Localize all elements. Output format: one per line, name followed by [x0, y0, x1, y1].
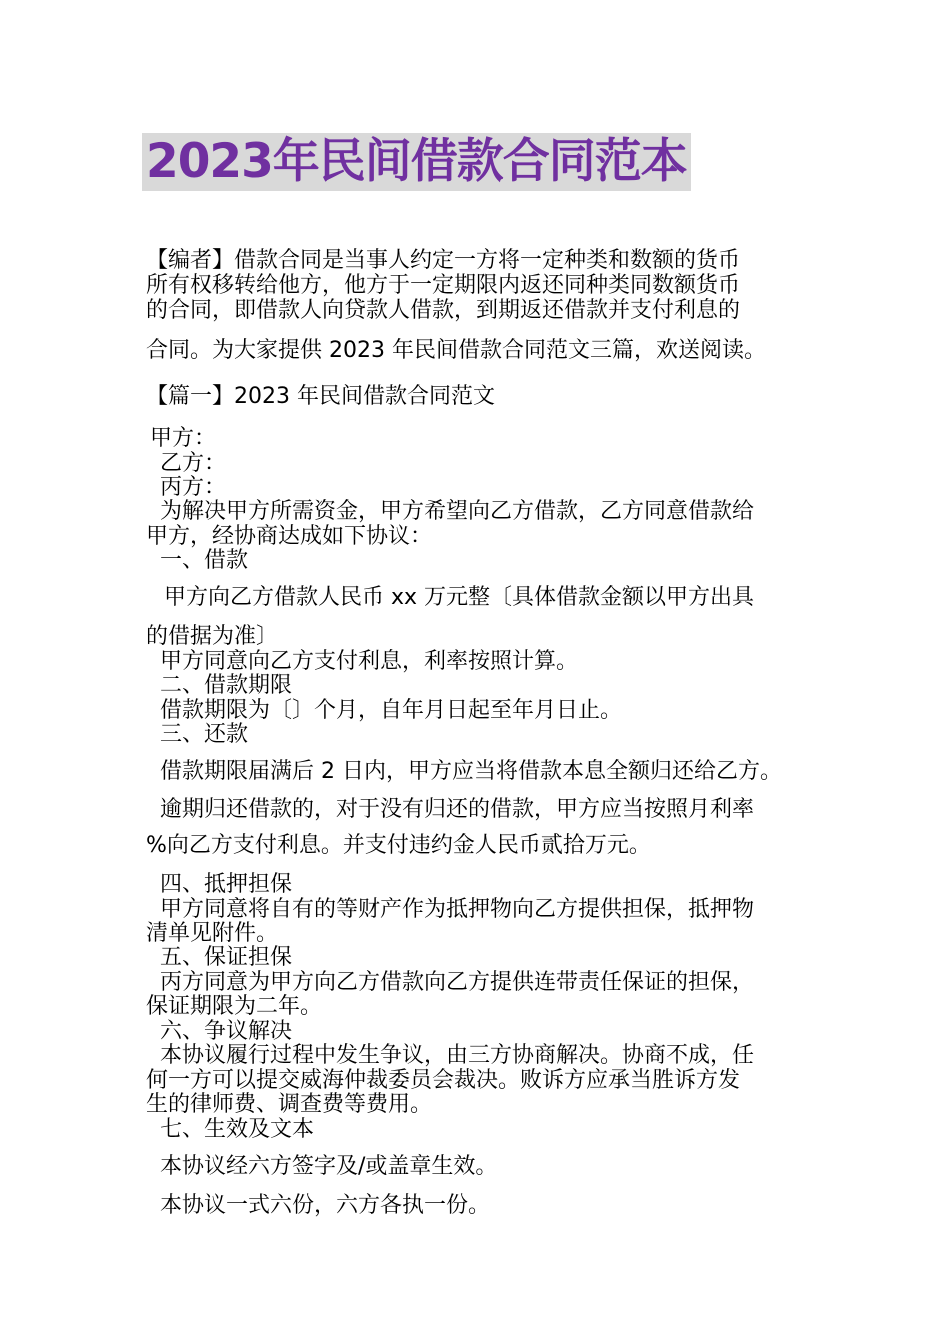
party-b: 乙方： [160, 451, 227, 476]
clause-1-line-2: 的借据为准〕 [146, 624, 279, 649]
preamble-line-1: 为解决甲方所需资金，甲方希望向乙方借款，乙方同意借款给 [160, 499, 755, 524]
clause-6-line-2: 何一方可以提交威海仲裁委员会裁决。败诉方应承当胜诉方发 [146, 1068, 741, 1093]
party-c: 丙方： [160, 475, 227, 500]
section-heading: 【篇一】2023 年民间借款合同范文 [146, 384, 495, 409]
intro-line-1: 【编者】借款合同是当事人约定一方将一定种类和数额的货币 [146, 248, 741, 273]
clause-3-heading: 三、还款 [160, 722, 249, 747]
intro-line-4: 合同。为大家提供 2023 年民间借款合同范文三篇，欢送阅读。 [146, 338, 766, 363]
document-title: 2023年民间借款合同范本 [142, 133, 691, 191]
clause-3-line-1: 借款期限届满后 2 日内，甲方应当将借款本息全额归还给乙方。 [160, 759, 782, 784]
preamble-line-2: 甲方，经协商达成如下协议： [146, 524, 433, 549]
clause-1-line-1: 甲方向乙方借款人民币 xx 万元整〔具体借款金额以甲方出具 [164, 585, 755, 610]
clause-3-line-3: %向乙方支付利息。并支付违约金人民币贰拾万元。 [146, 833, 651, 858]
clause-3-line-2: 逾期归还借款的，对于没有归还的借款，甲方应当按照月利率 [160, 797, 755, 822]
clause-1-heading: 一、借款 [160, 548, 249, 573]
clause-4-line-2: 清单见附件。 [146, 921, 279, 946]
clause-7-line-2: 本协议一式六份，六方各执一份。 [160, 1193, 491, 1218]
clause-7-line-1: 本协议经六方签字及/或盖章生效。 [160, 1154, 498, 1179]
clause-4-line-1: 甲方同意将自有的等财产作为抵押物向乙方提供担保，抵押物 [160, 897, 755, 922]
clause-5-line-1: 丙方同意为甲方向乙方借款向乙方提供连带责任保证的担保， [160, 970, 755, 995]
clause-2-heading: 二、借款期限 [160, 673, 293, 698]
intro-line-2: 所有权移转给他方，他方于一定期限内返还同种类同数额货币 [146, 273, 741, 298]
clause-5-heading: 五、保证担保 [160, 945, 293, 970]
clause-7-heading: 七、生效及文本 [160, 1117, 315, 1142]
intro-line-3: 的合同，即借款人向贷款人借款，到期返还借款并支付利息的 [146, 298, 741, 323]
clause-5-line-2: 保证期限为二年。 [146, 994, 323, 1019]
clause-6-heading: 六、争议解决 [160, 1019, 293, 1044]
clause-6-line-1: 本协议履行过程中发生争议，由三方协商解决。协商不成，任 [160, 1043, 755, 1068]
party-a: 甲方： [150, 426, 217, 451]
clause-1-line-3: 甲方同意向乙方支付利息，利率按照计算。 [160, 649, 579, 674]
clause-6-line-3: 生的律师费、调查费等费用。 [146, 1092, 433, 1117]
clause-2-line-1: 借款期限为〔〕个月，自年月日起至年月日止。 [160, 698, 623, 723]
clause-4-heading: 四、抵押担保 [160, 872, 293, 897]
